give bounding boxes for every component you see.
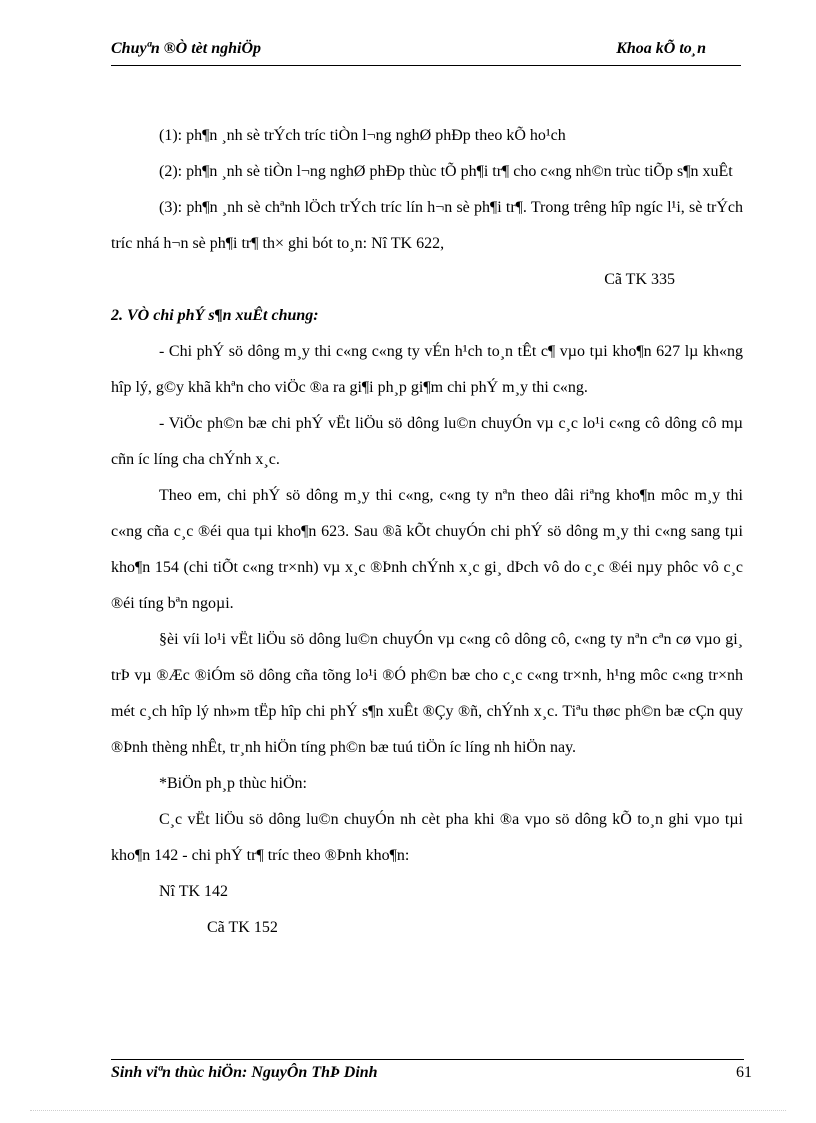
paragraph-9: C¸c vËt liÖu sö dông lu©n chuyÓn nh cèt pha khi ®a vµo sö dông kÕ to¸n ghi vµo tµi kho¶n 142 - chi phÝ tr¶ tríc theo ®Þnh kho¶n: (111, 811, 743, 864)
paragraph-1: (1): ph¶n ¸nh sè trÝch tríc tiÒn l¬ng nghØ phÐp theo kÕ ho¹ch (159, 127, 566, 144)
page-number: 61 (736, 1064, 752, 1081)
header-rule (111, 65, 741, 66)
journal-debit: Nî TK 142 (159, 883, 229, 900)
paragraph-3: (3): ph¶n ¸nh sè chªnh lÖch trÝch tríc lín h¬n sè ph¶i tr¶. Trong trêng hîp ngíc l¹i, sè trÝch tríc nhá h¬n sè ph¶i tr¶ th× ghi bót to¸n: Nî TK 622, (111, 199, 743, 252)
footer-rule (111, 1059, 744, 1060)
section-heading-2: 2. VÒ chi phÝ s¶n xuÊt chung: (111, 307, 319, 324)
footer-author: Sinh viªn thùc hiÖn: NguyÔn ThÞ Dinh (111, 1064, 378, 1081)
paragraph-7: §èi víi lo¹i vËt liÖu sö dông lu©n chuyÓn vµ c«ng cô dông cô, c«ng ty nªn cªn cø vµo gi¸ trÞ vµ ®Æc ®iÓm sö dông cña tõng lo¹i ®Ó ph©n bæ cho c¸c c«ng tr×nh, h¹ng môc c«ng tr×nh mét c¸ch hîp lý nh»m tËp hîp chi phÝ s¶n xuÊt ®Çy ®ñ, chÝnh x¸c. Tiªu thøc ph©n bæ cÇn quy ®Þnh thèng nhÊt, tr¸nh hiÖn tíng ph©n bæ tuú tiÖn íc líng nh hiÖn nay. (111, 631, 743, 756)
paragraph-4: - Chi phÝ sö dông m¸y thi c«ng c«ng ty vÉn h¹ch to¸n tÊt c¶ vµo tµi kho¶n 627 lµ kh«ng hîp lý, g©y khã khªn cho viÖc ®a ra gi¶i ph¸p gi¶m chi phÝ m¸y thi c«ng. (111, 343, 743, 396)
paragraph-3-credit: Cã TK 335 (604, 271, 675, 288)
paragraph-8: *BiÖn ph¸p thùc hiÖn: (159, 775, 307, 792)
header-title: Chuyªn ®Ò tèt nghiÖp (111, 40, 262, 57)
paragraph-2: (2): ph¶n ¸nh sè tiÒn l¬ng nghØ phÐp thùc tÕ ph¶i tr¶ cho c«ng nh©n trùc tiÕp s¶n xuÊt (159, 163, 733, 180)
header-department: Khoa kÕ to¸n (616, 40, 706, 57)
paragraph-6: Theo em, chi phÝ sö dông m¸y thi c«ng, c«ng ty nªn theo dâi riªng kho¶n môc m¸y thi c«ng cña c¸c ®éi qua tµi kho¶n 623. Sau ®ã kÕt chuyÓn chi phÝ sö dông m¸y thi c«ng sang tµi kho¶n 154 (chi tiÕt c«ng tr×nh) vµ x¸c ®Þnh chÝnh x¸c gi¸ dÞch vô do c¸c ®éi nµy phôc vô c¸c ®éi tíng bªn ngoµi. (111, 487, 743, 612)
journal-credit: Cã TK 152 (207, 919, 278, 936)
page-body (111, 118, 743, 946)
page-edge-divider (30, 1110, 786, 1111)
paragraph-5: - ViÖc ph©n bæ chi phÝ vËt liÖu sö dông lu©n chuyÓn vµ c¸c lo¹i c«ng cô dông cô mµ cñn íc líng cha chÝnh x¸c. (111, 415, 743, 468)
